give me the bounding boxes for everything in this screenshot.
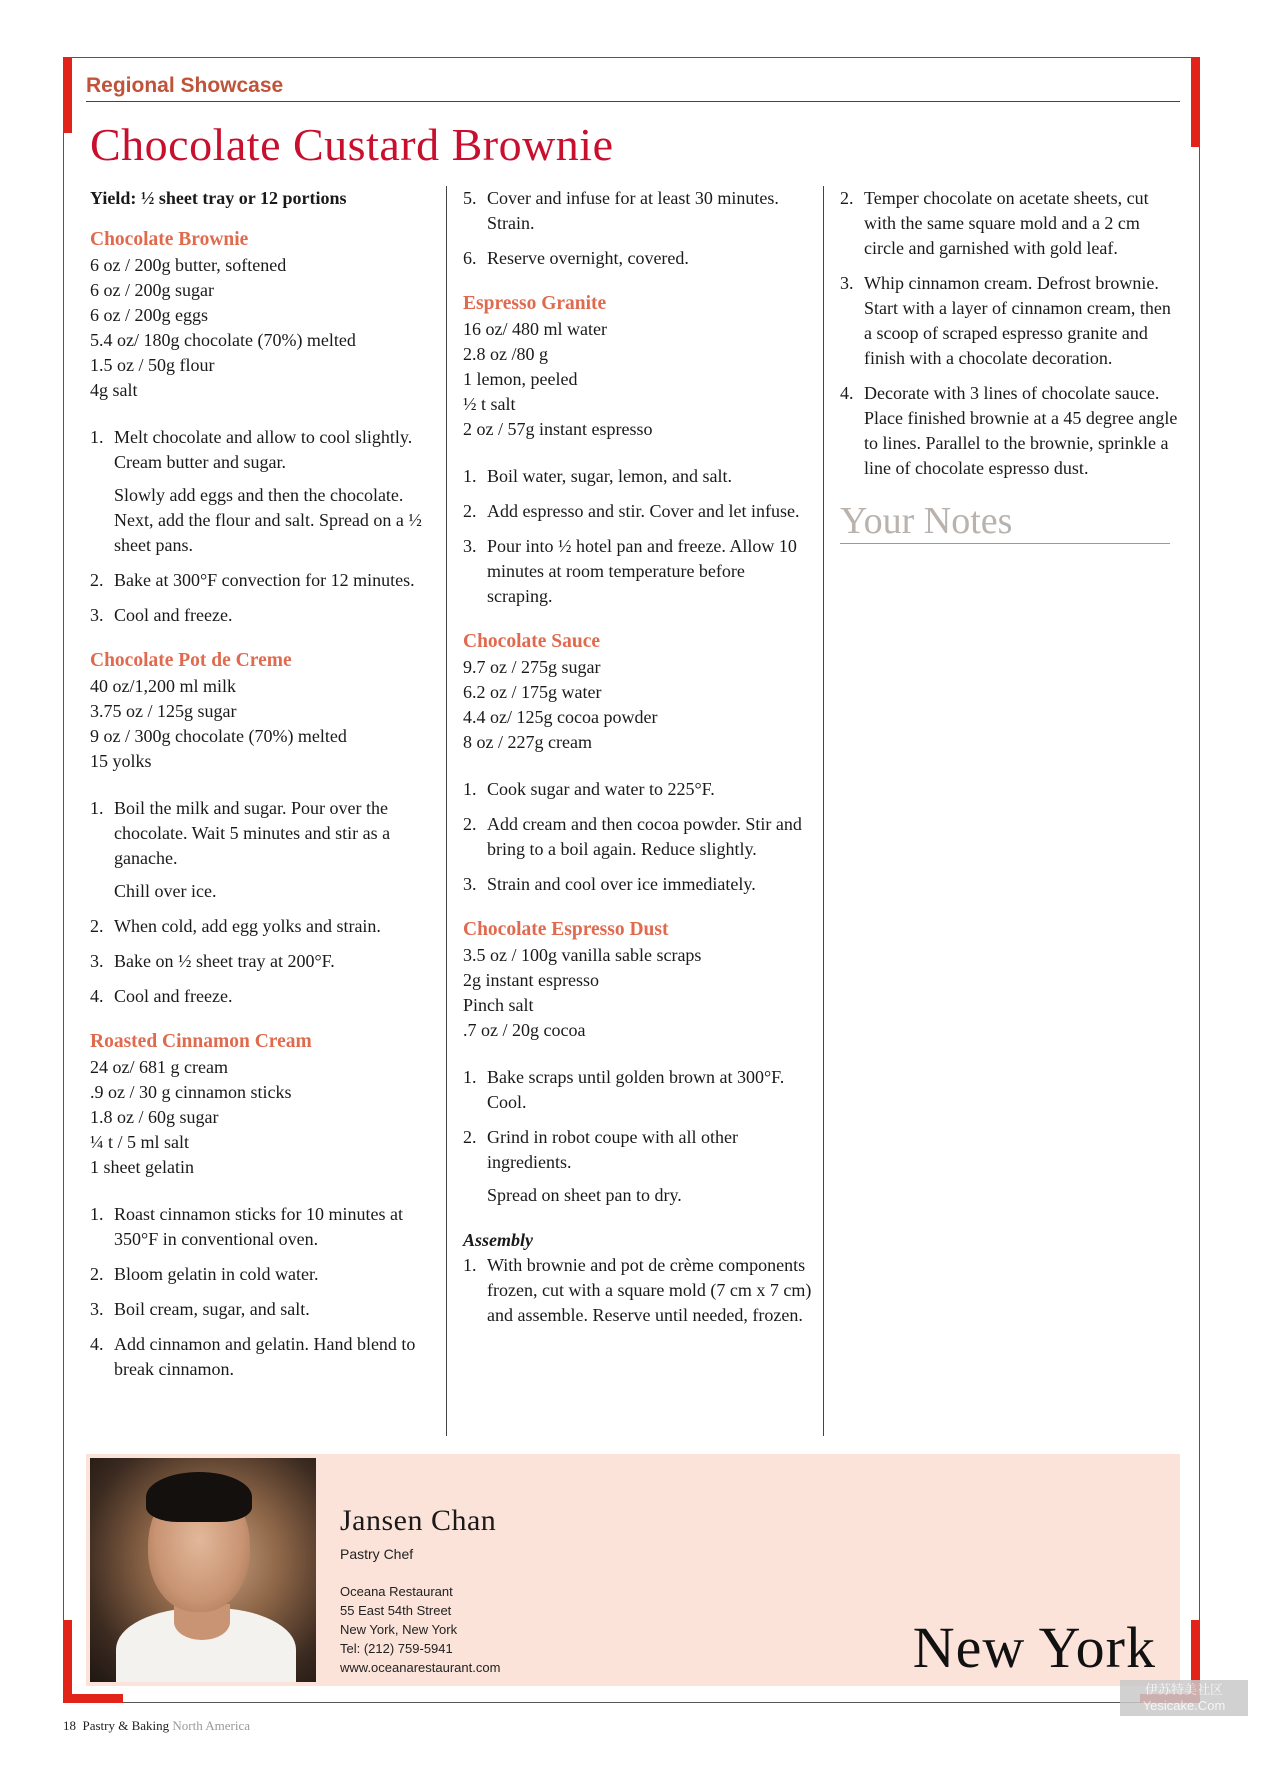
ingredient-item: 1 sheet gelatin (90, 1157, 194, 1177)
step-paragraph: Add cream and then cocoa powder. Stir and bring to a boil again. Reduce slightly. (487, 814, 802, 859)
frame-corner-accent (63, 57, 72, 133)
step-paragraph: Bloom gelatin in cold water. (114, 1264, 319, 1284)
step-number: 2. (90, 916, 104, 936)
step-number: 2. (463, 501, 477, 521)
step-number: 2. (463, 814, 477, 834)
subsection-heading: Chocolate Espresso Dust (463, 919, 669, 940)
step-number: 5. (463, 188, 477, 208)
frame-corner-accent (1191, 57, 1200, 147)
step-text (114, 425, 430, 558)
step-item (840, 186, 1180, 261)
step-item (463, 1253, 813, 1328)
step-number: 1. (463, 779, 477, 799)
step-text (487, 1253, 813, 1328)
step-paragraph: Add cinnamon and gelatin. Hand blend to break cinnamon. (114, 1334, 416, 1379)
step-paragraph: Boil water, sugar, lemon, and salt. (487, 466, 733, 486)
ingredient-item: 1.8 oz / 60g sugar (90, 1107, 219, 1127)
restaurant-city: New York, New York (340, 1622, 458, 1637)
ingredient-list (463, 655, 813, 755)
page-title: Chocolate Custard Brownie (90, 119, 614, 170)
ingredient-item: 6 oz / 200g sugar (90, 280, 214, 300)
subsection-heading: Espresso Granite (463, 293, 607, 314)
ingredient-item: 3.5 oz / 100g vanilla sable scraps (463, 945, 702, 965)
step-paragraph: Roast cinnamon sticks for 10 minutes at 350°F in conventional oven. (114, 1204, 403, 1249)
step-number: 3. (463, 874, 477, 894)
step-text (114, 949, 430, 974)
ingredient-item: .7 oz / 20g cocoa (463, 1020, 586, 1040)
publication-name: Pastry & Baking (82, 1718, 170, 1733)
step-number: 6. (463, 248, 477, 268)
step-paragraph: Spread on sheet pan to dry. (487, 1185, 682, 1205)
step-item (90, 1297, 430, 1322)
step-paragraph: Boil the milk and sugar. Pour over the chocolate. Wait 5 minutes and stir as a ganache. (114, 798, 391, 868)
divider (86, 101, 1180, 102)
ingredient-item: 40 oz/1,200 ml milk (90, 676, 236, 696)
assembly-heading: Assembly (463, 1230, 533, 1250)
section-label: Regional Showcase (86, 74, 284, 97)
ingredient-item: 6.2 oz / 175g water (463, 682, 602, 702)
notes-line (840, 543, 1170, 544)
step-number: 1. (463, 1255, 477, 1275)
step-list (463, 186, 813, 271)
step-number: 4. (90, 986, 104, 1006)
step-paragraph: Boil cream, sugar, and salt. (114, 1299, 310, 1319)
step-item (90, 1202, 430, 1252)
ingredient-item: 4g salt (90, 380, 138, 400)
step-paragraph: Pour into ½ hotel pan and freeze. Allow 10 minutes at room temperature before scraping. (487, 536, 797, 606)
step-item (90, 603, 430, 628)
step-paragraph: Reserve overnight, covered. (487, 248, 689, 268)
step-text (114, 914, 430, 939)
step-list (463, 1253, 813, 1328)
recipe-column-1 (90, 186, 430, 1402)
step-text (114, 984, 430, 1009)
ingredient-list (463, 943, 813, 1043)
step-item (90, 1262, 430, 1287)
step-text (487, 777, 813, 802)
step-paragraph: Cool and freeze. (114, 986, 233, 1006)
step-text (114, 1202, 430, 1252)
ingredient-item: 24 oz/ 681 g cream (90, 1057, 228, 1077)
notes-title: Your Notes (840, 500, 1013, 542)
ingredient-item: ¼ t / 5 ml salt (90, 1132, 189, 1152)
ingredient-item: 2.8 oz /80 g (463, 344, 548, 364)
step-text (487, 812, 813, 862)
step-text (114, 568, 430, 593)
step-number: 1. (463, 466, 477, 486)
step-text (487, 1065, 813, 1115)
ingredient-item: 6 oz / 200g butter, softened (90, 255, 287, 275)
ingredient-list (90, 253, 430, 403)
step-number: 3. (90, 605, 104, 625)
ingredient-item: 6 oz / 200g eggs (90, 305, 208, 325)
step-text (114, 1297, 430, 1322)
step-list (90, 796, 430, 1009)
yield-text: Yield: ½ sheet tray or 12 portions (90, 188, 347, 208)
step-item (90, 568, 430, 593)
ingredient-list (90, 674, 430, 774)
step-number: 1. (90, 798, 104, 818)
ingredient-item: 4.4 oz/ 125g cocoa powder (463, 707, 658, 727)
step-item (463, 534, 813, 609)
step-paragraph: Bake scraps until golden brown at 300°F. Cool. (487, 1067, 785, 1112)
column-divider (823, 186, 824, 1436)
step-list (840, 186, 1180, 481)
step-paragraph: Cover and infuse for at least 30 minutes. Strain. (487, 188, 779, 233)
ingredient-item: 9.7 oz / 275g sugar (463, 657, 601, 677)
ingredient-item: 3.75 oz / 125g sugar (90, 701, 237, 721)
step-paragraph: Grind in robot coupe with all other ingredients. (487, 1127, 738, 1172)
ingredient-list (90, 1055, 430, 1180)
step-paragraph: With brownie and pot de crème components frozen, cut with a square mold (7 cm x 7 cm) and assemble. Reserve until needed, frozen. (487, 1255, 812, 1325)
step-text (487, 186, 813, 236)
step-text (864, 186, 1180, 261)
step-number: 3. (90, 1299, 104, 1319)
ingredient-item: ½ t salt (463, 394, 516, 414)
ingredient-item: 5.4 oz/ 180g chocolate (70%) melted (90, 330, 356, 350)
frame-corner-accent (63, 1620, 72, 1703)
step-list (90, 425, 430, 628)
chef-name: Jansen Chan (340, 1504, 497, 1537)
step-text (864, 381, 1180, 481)
chef-photo (90, 1458, 316, 1682)
city-name: New York (912, 1615, 1156, 1680)
step-item (463, 499, 813, 524)
publication-region: North America (172, 1718, 251, 1733)
step-number: 3. (840, 273, 854, 293)
step-list (90, 1202, 430, 1382)
chef-role: Pastry Chef (340, 1546, 414, 1562)
watermark-url: Yesicake.Com (1142, 1698, 1226, 1713)
recipe-column-3 (840, 186, 1180, 544)
step-number: 1. (90, 1204, 104, 1224)
step-item (463, 246, 813, 271)
chef-panel (86, 1454, 1180, 1686)
ingredient-item: 9 oz / 300g chocolate (70%) melted (90, 726, 347, 746)
step-number: 2. (90, 570, 104, 590)
ingredient-item: .9 oz / 30 g cinnamon sticks (90, 1082, 292, 1102)
step-number: 1. (463, 1067, 477, 1087)
watermark (1120, 1680, 1248, 1716)
step-list (463, 464, 813, 609)
step-item (840, 271, 1180, 371)
step-item (463, 1125, 813, 1208)
step-paragraph: Temper chocolate on acetate sheets, cut with the same square mold and a 2 cm circle and garnished with gold leaf. (864, 188, 1149, 258)
step-paragraph: Decorate with 3 lines of chocolate sauce. Place finished brownie at a 45 degree angle to lines. Parallel to the brownie, sprinkle a line of chocolate espresso dust. (864, 383, 1178, 478)
step-number: 2. (463, 1127, 477, 1147)
step-item (90, 914, 430, 939)
step-paragraph: When cold, add egg yolks and strain. (114, 916, 381, 936)
ingredient-item: 2 oz / 57g instant espresso (463, 419, 653, 439)
restaurant-website: www.oceanarestaurant.com (340, 1660, 501, 1675)
ingredient-item: 16 oz/ 480 ml water (463, 319, 607, 339)
step-item (463, 872, 813, 897)
step-paragraph: Whip cinnamon cream. Defrost brownie. Start with a layer of cinnamon cream, then a scoop of scraped espresso granite and finish with a chocolate decoration. (864, 273, 1171, 368)
step-text (487, 246, 813, 271)
step-text (114, 796, 430, 904)
step-item (463, 186, 813, 236)
step-item (463, 812, 813, 862)
step-paragraph: Add espresso and stir. Cover and let infuse. (487, 501, 800, 521)
restaurant-phone: Tel: (212) 759-5941 (340, 1641, 453, 1656)
page-folio (63, 1718, 250, 1734)
ingredient-list (463, 317, 813, 442)
step-paragraph: Strain and cool over ice immediately. (487, 874, 756, 894)
ingredient-item: 8 oz / 227g cream (463, 732, 592, 752)
ingredient-item: 1.5 oz / 50g flour (90, 355, 215, 375)
step-item (463, 777, 813, 802)
step-text (114, 1262, 430, 1287)
step-item (90, 984, 430, 1009)
step-item (463, 1065, 813, 1115)
step-number: 2. (840, 188, 854, 208)
restaurant-street: 55 East 54th Street (340, 1603, 452, 1618)
step-item (840, 381, 1180, 481)
watermark-text: 伊苏特美社区 (1144, 1682, 1223, 1697)
step-paragraph: Bake on ½ sheet tray at 200°F. (114, 951, 335, 971)
step-paragraph: Melt chocolate and allow to cool slightly. Cream butter and sugar. (114, 427, 413, 472)
step-list (463, 777, 813, 897)
subsection-heading: Chocolate Brownie (90, 229, 249, 250)
step-text (487, 1125, 813, 1208)
chef-contact (340, 1582, 500, 1677)
step-paragraph: Cool and freeze. (114, 605, 233, 625)
step-number: 1. (90, 427, 104, 447)
step-paragraph: Slowly add eggs and then the chocolate. Next, add the flour and salt. Spread on a ½ sheet pans. (114, 485, 422, 555)
step-item (90, 1332, 430, 1382)
ingredient-item: 2g instant espresso (463, 970, 599, 990)
step-list (463, 1065, 813, 1208)
step-number: 3. (90, 951, 104, 971)
restaurant-name: Oceana Restaurant (340, 1584, 453, 1599)
step-item (90, 425, 430, 558)
step-paragraph: Chill over ice. (114, 881, 217, 901)
step-number: 2. (90, 1264, 104, 1284)
recipe-column-2 (463, 186, 813, 1348)
subsection-heading: Roasted Cinnamon Cream (90, 1031, 312, 1052)
step-item (463, 464, 813, 489)
ingredient-item: Pinch salt (463, 995, 534, 1015)
subsection-heading: Chocolate Pot de Creme (90, 650, 292, 671)
step-paragraph: Bake at 300°F convection for 12 minutes. (114, 570, 415, 590)
step-text (487, 499, 813, 524)
step-text (864, 271, 1180, 371)
column-divider (446, 186, 447, 1436)
subsection-heading: Chocolate Sauce (463, 631, 601, 652)
step-item (90, 949, 430, 974)
ingredient-item: 15 yolks (90, 751, 152, 771)
step-text (487, 464, 813, 489)
step-number: 3. (463, 536, 477, 556)
step-number: 4. (90, 1334, 104, 1354)
step-text (487, 872, 813, 897)
ingredient-item: 1 lemon, peeled (463, 369, 578, 389)
step-number: 4. (840, 383, 854, 403)
step-text (114, 1332, 430, 1382)
frame-corner-accent (63, 1694, 123, 1703)
step-text (114, 603, 430, 628)
step-text (487, 534, 813, 609)
page-number: 18 (63, 1718, 76, 1733)
step-paragraph: Cook sugar and water to 225°F. (487, 779, 715, 799)
step-item (90, 796, 430, 904)
